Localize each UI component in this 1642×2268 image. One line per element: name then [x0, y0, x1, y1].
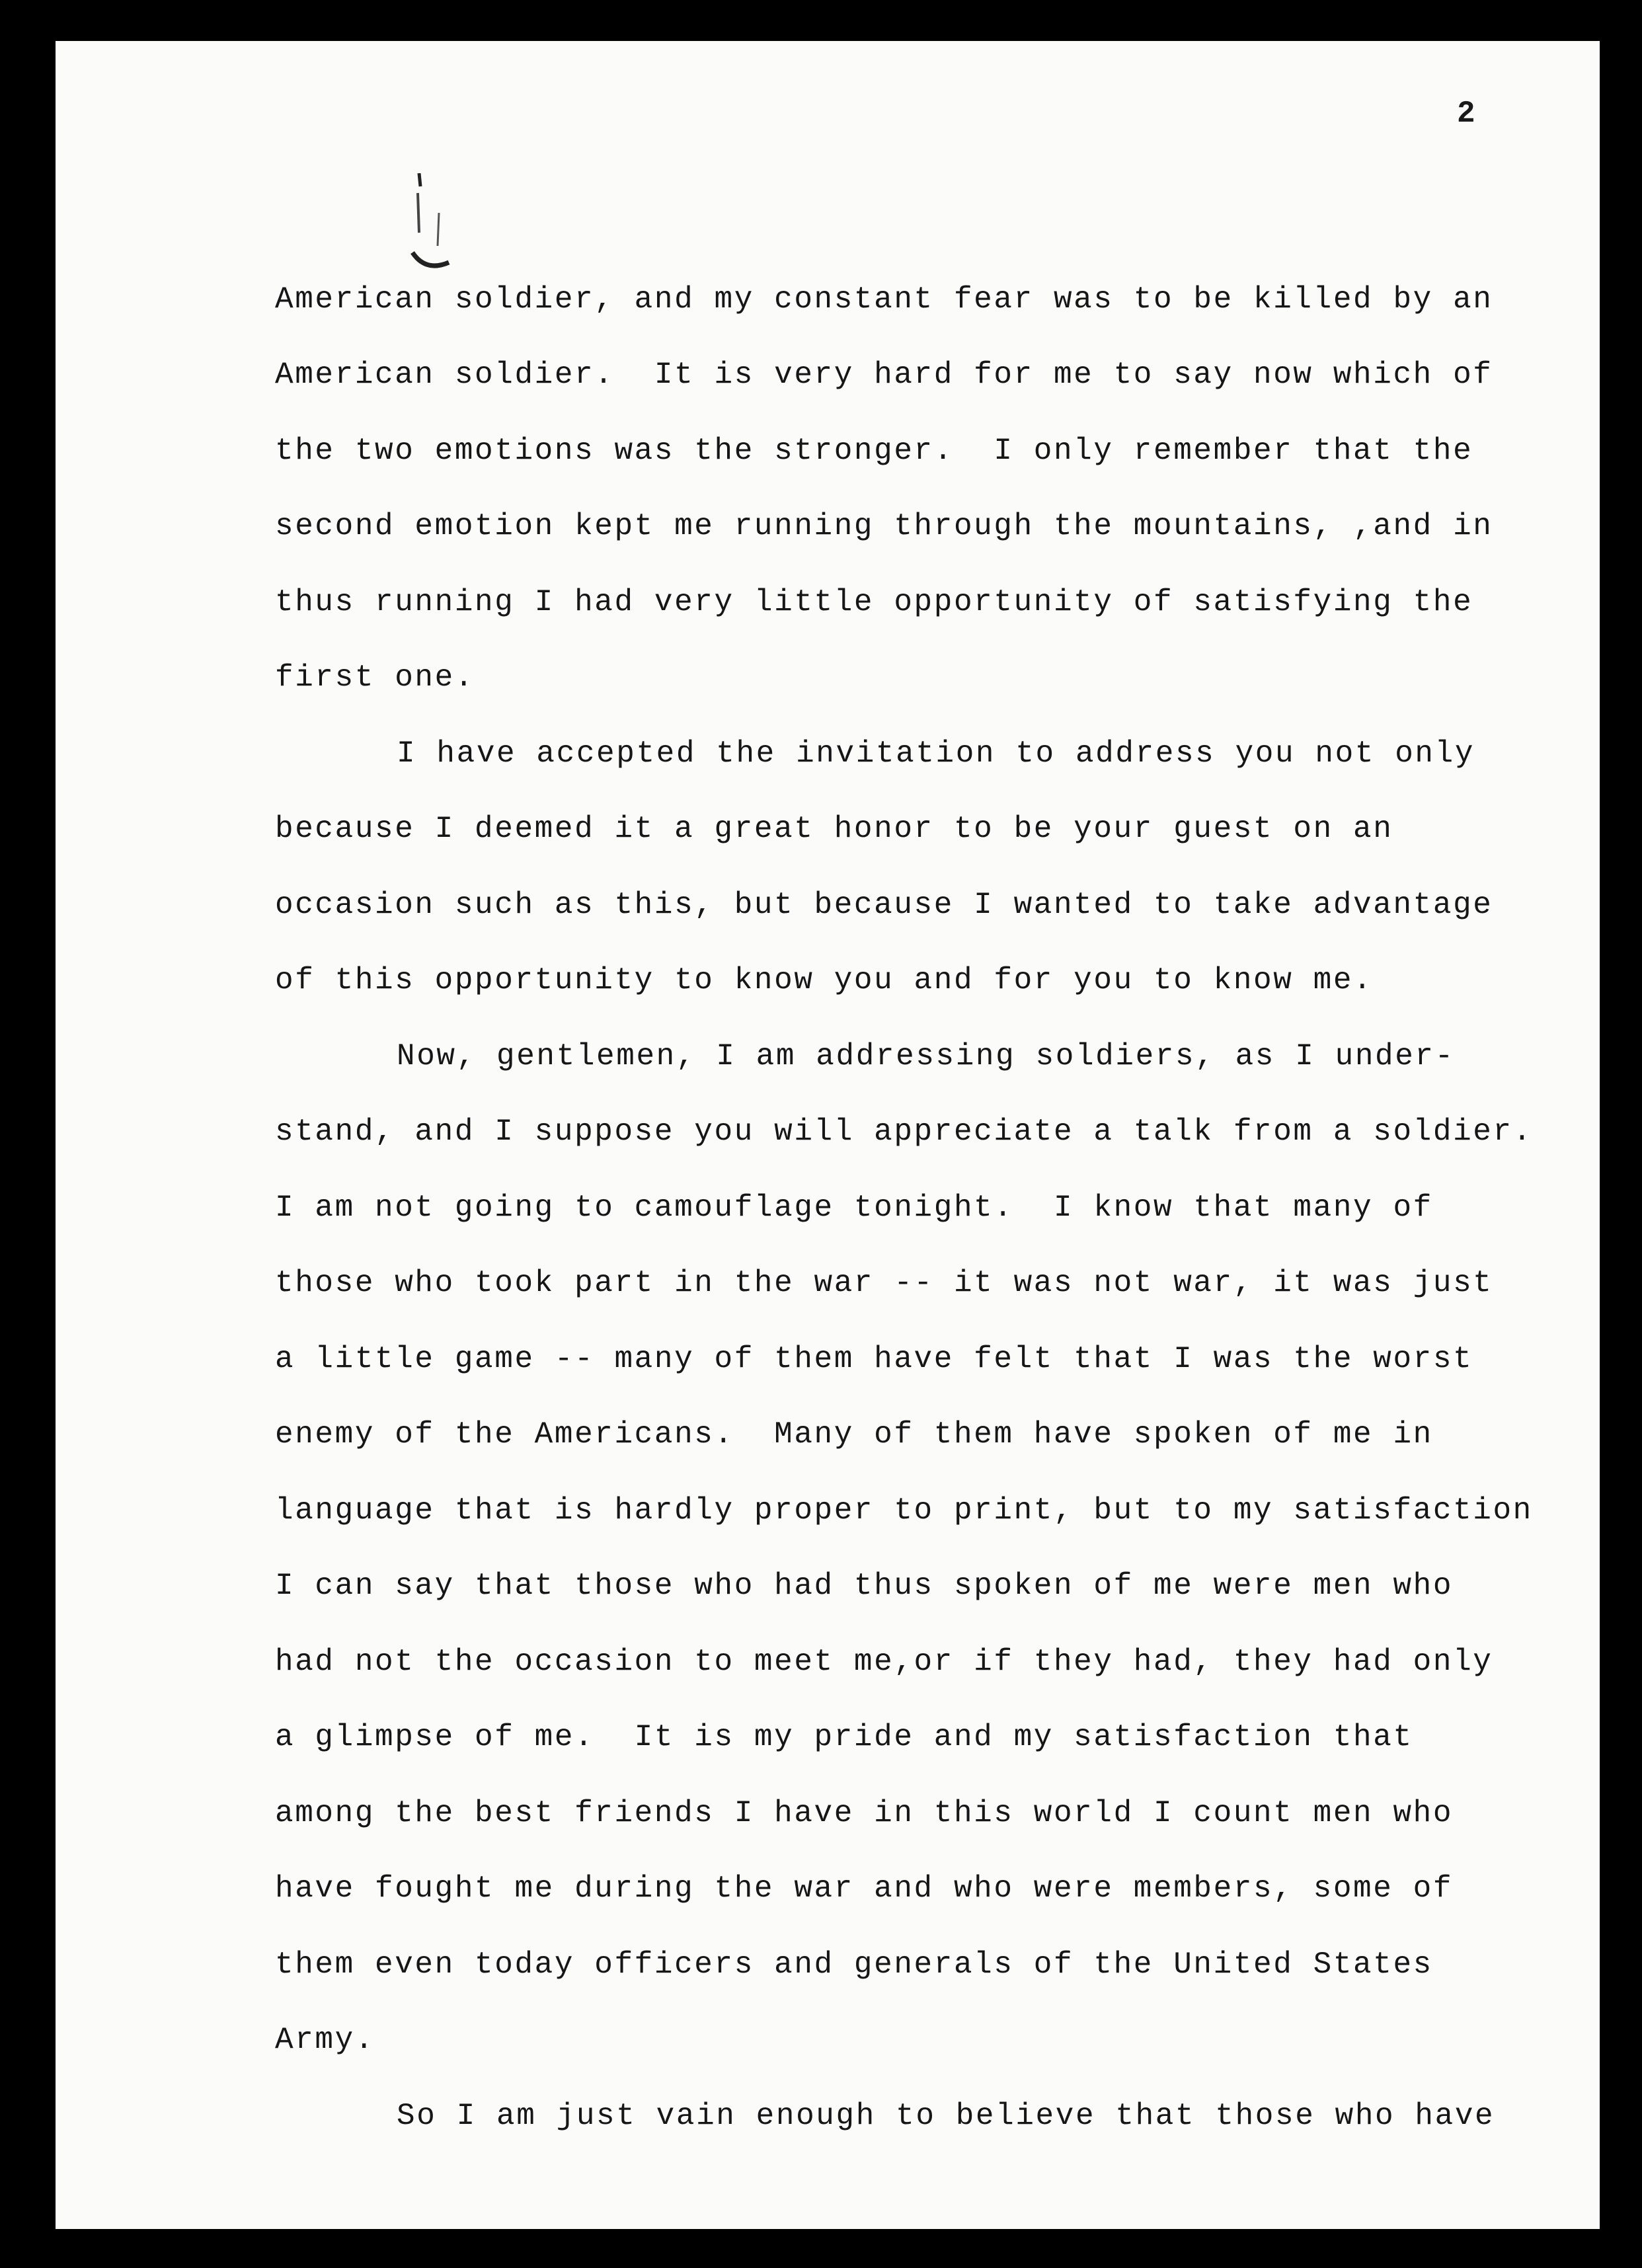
text-line-22: have fought me during the war and who were members, some of [275, 1871, 1454, 1906]
text-line-6: first one. [275, 660, 475, 695]
text-line-10: of this opportunity to know you and for you to know me. [275, 963, 1374, 997]
page-number: 2 [1457, 97, 1475, 131]
text-line-20: a glimpse of me. It is my pride and my satisfaction that [275, 1720, 1413, 1754]
text-line-11: Now, gentlemen, I am addressing soldiers, as I under- [397, 1039, 1455, 1074]
text-line-4: second emotion kept me running through the mountains, ,and in [275, 509, 1493, 543]
handwritten-mark [399, 173, 459, 279]
text-line-9: occasion such as this, but because I wanted to take advantage [275, 888, 1493, 922]
text-line-24: Army. [275, 2023, 375, 2057]
text-line-25: So I am just vain enough to believe that those who have [397, 2099, 1495, 2133]
text-line-13: I am not going to camouflage tonight. I know that many of [275, 1191, 1433, 1225]
text-line-2: American soldier. It is very hard for me to say now which of [275, 358, 1493, 392]
text-line-14: those who took part in the war -- it was not war, it was just [275, 1266, 1493, 1300]
text-line-12: stand, and I suppose you will appreciate a talk from a soldier. [275, 1114, 1533, 1149]
text-line-3: the two emotions was the stronger. I only remember that the [275, 434, 1473, 468]
text-line-23: them even today officers and generals of the United States [275, 1947, 1433, 1982]
text-line-5: thus running I had very little opportunity of satisfying the [275, 585, 1473, 619]
text-line-19: had not the occasion to meet me,or if they had, they had only [275, 1645, 1493, 1679]
text-line-17: language that is hardly proper to print, but to my satisfaction [275, 1493, 1533, 1528]
text-line-7: I have accepted the invitation to address you not only [397, 736, 1475, 771]
text-line-15: a little game -- many of them have felt that I was the worst [275, 1342, 1473, 1376]
text-line-8: because I deemed it a great honor to be your guest on an [275, 812, 1393, 846]
text-line-18: I can say that those who had thus spoken of me were men who [275, 1569, 1454, 1603]
text-line-21: among the best friends I have in this world I count men who [275, 1796, 1454, 1830]
text-line-1: American soldier, and my constant fear was to be killed by an [275, 282, 1493, 317]
text-line-16: enemy of the Americans. Many of them have spoken of me in [275, 1417, 1433, 1452]
